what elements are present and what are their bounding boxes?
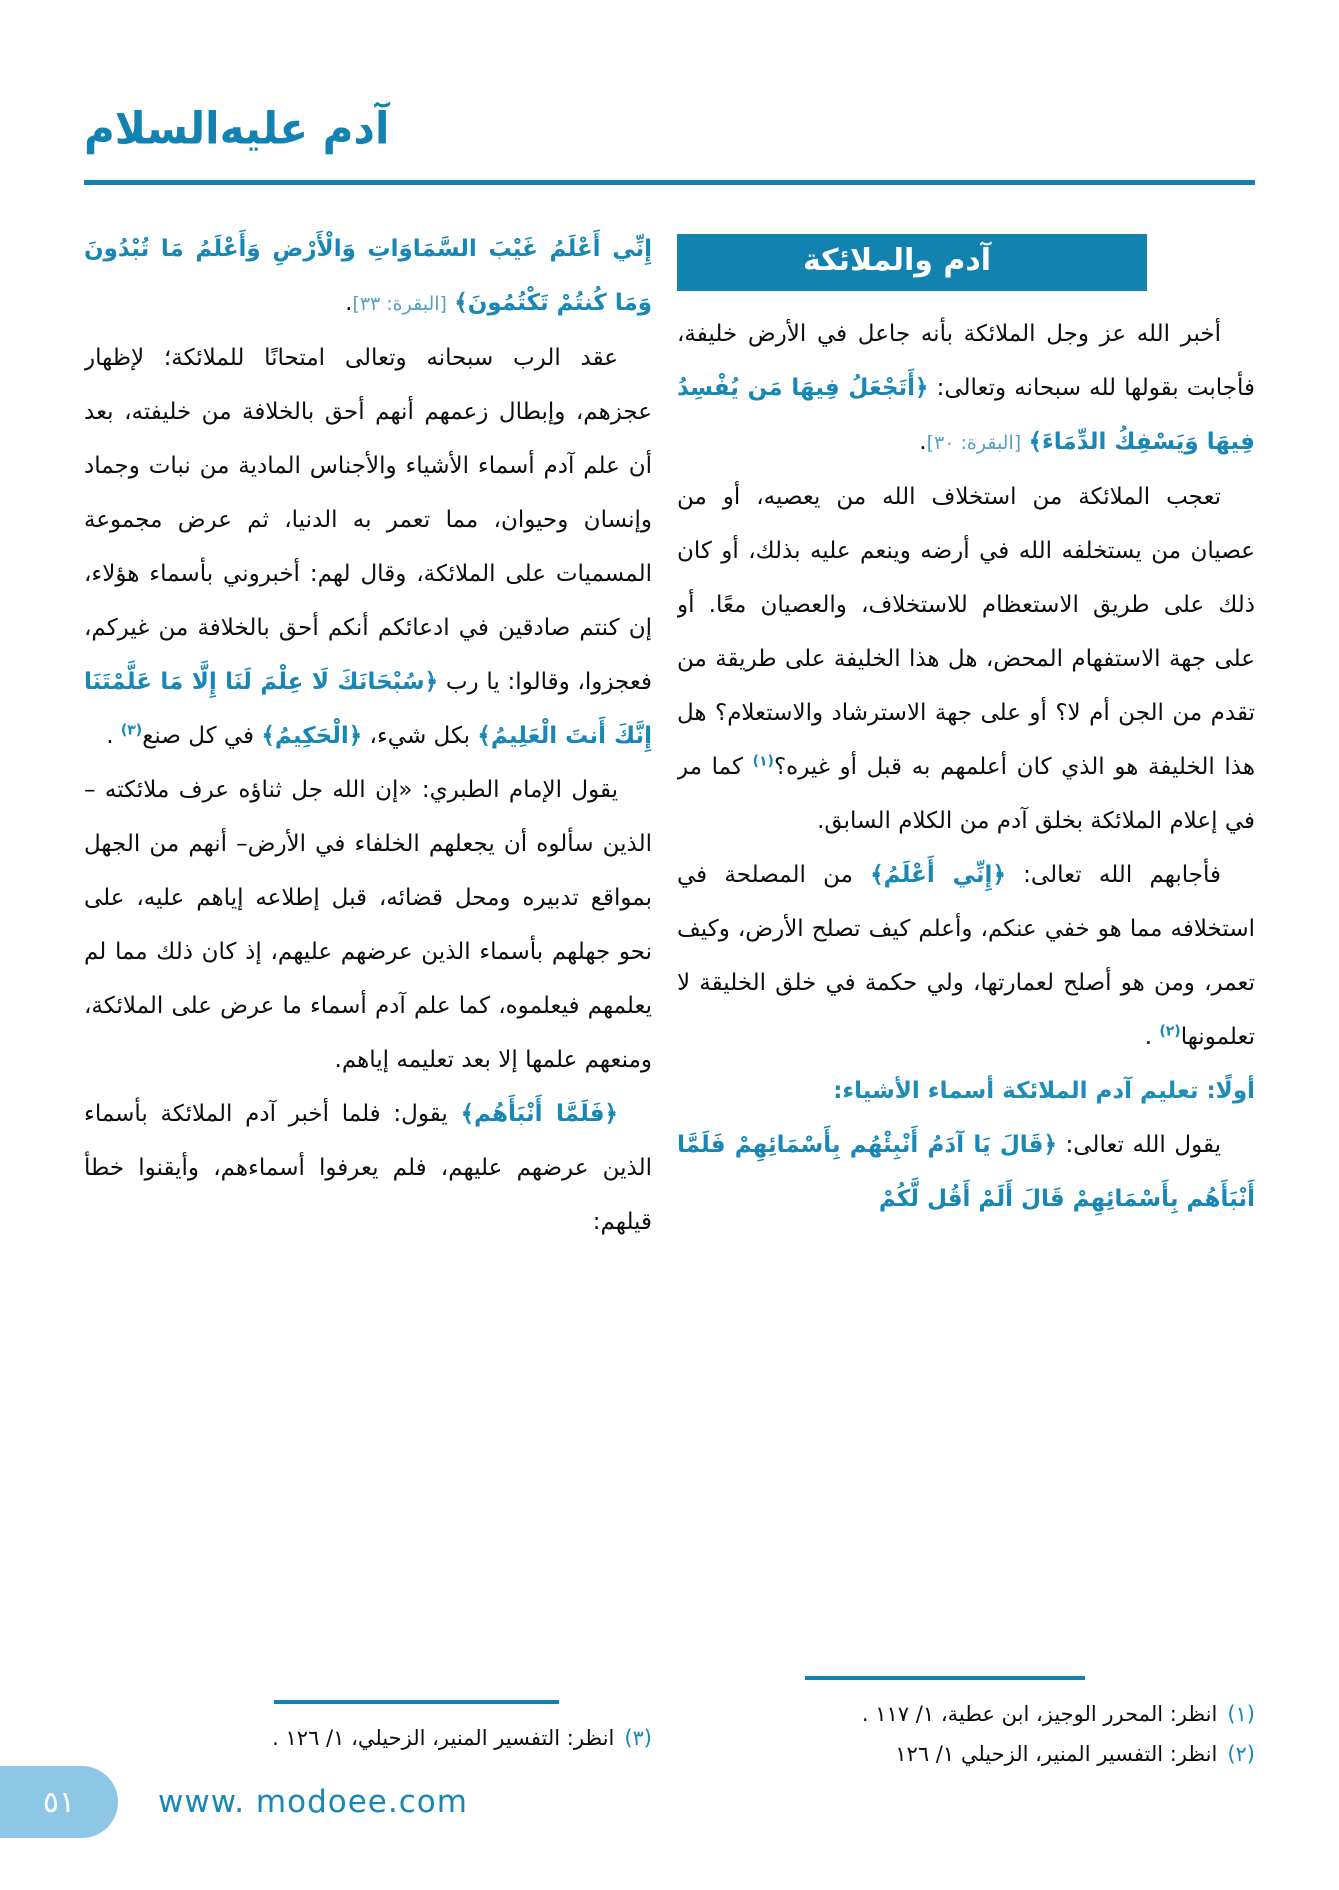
body-text: في كل صنع <box>142 723 262 749</box>
paragraph <box>677 470 1255 848</box>
paragraph <box>677 848 1255 1064</box>
body-text: . <box>345 290 353 316</box>
body-text: يقول الإمام الطبري: «إن الله جل ثناؤه عرف ملائكته –الذين سألوه أن يجعلهم الخلفاء في الأرض– أنهم من الجهل بمواقع تدبيره ومحل قضائه، قبل إطلاعه إياهم عليه، على نحو جهلهم بأسماء الذين عرضهم عليهم، إذ كان ذلك مما لم يعلمهم فيعلموه، كما علم آدم أسماء ما عرض على الملائكة، ومنعهم علمها إلا بعد تعليمه إياهم. <box>84 777 652 1073</box>
section-title: آدم والملائكة <box>802 243 992 278</box>
body-text: عقد الرب سبحانه وتعالى امتحانًا للملائكة؛ لإظهار عجزهم، وإبطال زعمهم أنهم أحق بالخلافة من خليفته، بعد أن علم آدم أسماء الأشياء والأجناس المادية من نبات وجماد وإنسان وحيوان، مما تعمر به الدنيا، ثم عرض مجموعة المسميات على الملائكة، وقال لهم: أخبروني بأسماء هؤلاء، إن كنتم صادقين في ادعائكم أنكم أحق بالخلافة من غيركم، فعجزوا، وقالوا: يا رب <box>84 345 652 695</box>
footnote-text: انظر: التفسير المنير، الزحيلي، ١/ ١٢٦ . <box>272 1726 615 1750</box>
body-text: كما مر في إعلام الملائكة بخلق آدم من الكلام السابق. <box>677 754 1255 834</box>
body-text: يقول: فلما أخبر آدم الملائكة بأسماء الذين عرضهم عليهم، فلم يعرفوا أسماءهم، وأيقنوا خطأ قيلهم: <box>84 1101 652 1235</box>
left-column <box>84 206 652 1758</box>
footnote-ref: (٢) <box>1159 1023 1181 1040</box>
paragraph <box>84 331 652 763</box>
footnote-ref: (١) <box>752 753 774 770</box>
header-divider <box>84 180 1255 185</box>
quran-verse: ﴿أَتَجْعَلُ فِيهَا مَن يُفْسِدُ فِيهَا وَيَسْفِكُ الدِّمَاءَ﴾ <box>677 375 1255 455</box>
footnote-number: (٢) <box>1227 1742 1255 1766</box>
body-text: تعجب الملائكة من استخلاف الله من يعصيه، أو من عصيان من يستخلفه الله في أرضه وينعم عليه بذلك، أو كان ذلك على طريق الاستعظام للاستخلاف، والعصيان معًا. أو على جهة الاستفهام المحض، هل هذا الخليفة على طريقة من تقدم من الجن أم لا؟ أو على جهة الاسترشاد والاستعلام؟ هل هذا الخليفة هو الذي كان أعلمهم به قبل أو غيره؟ <box>677 484 1255 780</box>
section-heading: أولًا: تعليم آدم الملائكة أسماء الأشياء: <box>833 1078 1255 1104</box>
footnote-separator <box>805 1676 1085 1680</box>
paragraph <box>677 1118 1255 1226</box>
footnote <box>84 1718 652 1758</box>
body-text: . <box>919 429 927 455</box>
section-title-box <box>677 234 1147 291</box>
footnote <box>677 1694 1255 1734</box>
body-text: من المصلحة في استخلافه مما هو خفي عنكم، وأعلم كيف تصلح الأرض، وكيف تعمر، ومن هو أصلح لعمارتها، ولي حكمة في خلق الخليقة لا تعلمونها <box>677 862 1255 1050</box>
footnote-number: (٣) <box>624 1726 652 1750</box>
paragraph <box>84 222 652 331</box>
verse-reference: [البقرة: ٣٣] <box>352 293 447 315</box>
quran-verse: إِنِّي أَعْلَمُ غَيْبَ السَّمَاوَاتِ وَالْأَرْضِ وَأَعْلَمُ مَا تُبْدُونَ وَمَا كُنتُمْ تَكْتُمُونَ﴾ <box>84 236 652 316</box>
footnote-block <box>677 1672 1255 1774</box>
verse-reference: [البقرة: ٣٠] <box>926 432 1022 454</box>
footnote-ref: (٣) <box>120 722 143 739</box>
right-column <box>677 206 1255 1774</box>
body-text: أخبر الله عز وجل الملائكة بأنه جاعل في الأرض خليفة، فأجابت بقولها لله سبحانه وتعالى: <box>677 321 1255 401</box>
quran-verse: ﴿فَلَمَّا أَنْبَأَهُم﴾ <box>460 1101 618 1127</box>
footnote-text: انظر: التفسير المنير، الزحيلي ١/ ١٢٦ <box>895 1742 1218 1766</box>
paragraph <box>84 1087 652 1249</box>
body-text: فأجابهم الله تعالى: <box>1005 862 1222 888</box>
footnote-separator <box>274 1700 559 1704</box>
body-text: . <box>1144 1024 1160 1050</box>
quran-verse: ﴿إِنِّي أَعْلَمُ﴾ <box>870 862 1006 888</box>
page-number-tab <box>0 1766 118 1838</box>
footnote-block <box>84 1696 652 1758</box>
page-number: ٥١ <box>42 1784 76 1820</box>
body-text: يقول الله تعالى: <box>1056 1132 1221 1158</box>
body-text: . <box>106 723 121 749</box>
paragraph <box>677 307 1255 470</box>
quran-verse: ﴿الْحَكِيمُ﴾ <box>261 723 363 749</box>
footnote-number: (١) <box>1227 1702 1255 1726</box>
paragraph <box>84 763 652 1087</box>
page-header-title: آدم عليه‌السلام <box>84 102 390 155</box>
website-url: www. modoee.com <box>158 1784 468 1820</box>
footnote <box>677 1734 1255 1774</box>
quran-verse: ﴿سُبْحَانَكَ لَا عِلْمَ لَنَا إِلَّا مَا عَلَّمْتَنَا إِنَّكَ أَنتَ الْعَلِيمُ﴾ <box>84 669 652 749</box>
footnote-text: انظر: المحرر الوجيز، ابن عطية، ١/ ١١٧ . <box>861 1702 1218 1726</box>
quran-verse: ﴿قَالَ يَا آدَمُ أَنْبِئْهُم بِأَسْمَائِهِمْ فَلَمَّا أَنْبَأَهُم بِأَسْمَائِهِمْ قَالَ أَلَمْ أَقُل لَّكُمْ <box>677 1132 1255 1212</box>
body-text: بكل شيء، <box>362 723 478 749</box>
